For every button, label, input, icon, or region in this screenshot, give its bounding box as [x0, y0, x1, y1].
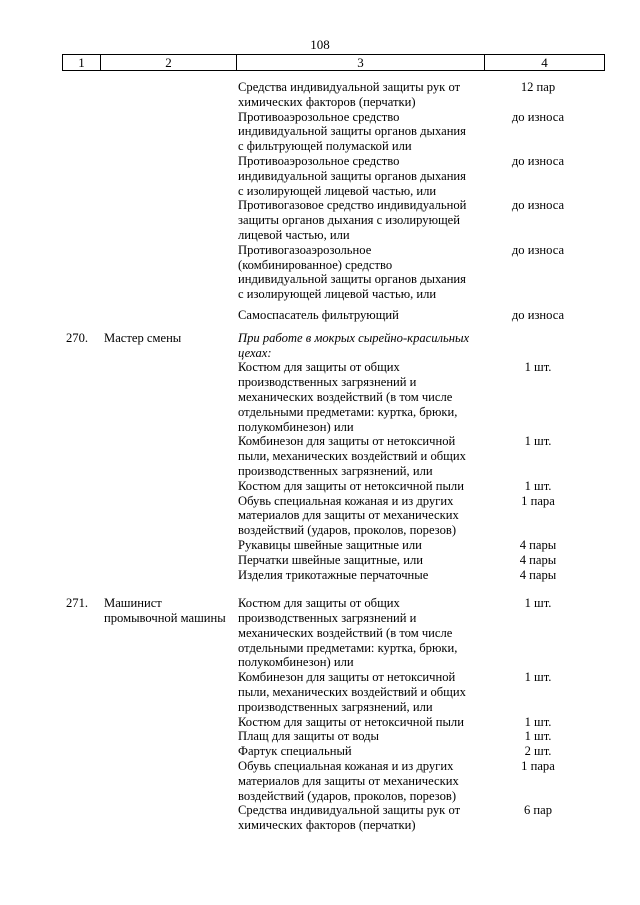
- table-row: [0, 494, 640, 538]
- item-qty: 1 шт.: [524, 434, 552, 449]
- item-qty: до износа: [511, 153, 565, 168]
- table-row: [0, 759, 640, 803]
- table-row: [0, 553, 640, 568]
- table-row: [0, 729, 640, 744]
- column-header-4: 4: [541, 55, 548, 70]
- table-row: [0, 479, 640, 494]
- item-qty: 1 шт.: [524, 670, 552, 685]
- entry-271: [0, 596, 640, 833]
- item-qty: 2 шт.: [524, 744, 552, 759]
- item-text: Комбинезон для защиты от нетоксичной пыли, механических воздействий и общих производственных загрязнений, или: [238, 670, 466, 714]
- item-qty: до износа: [511, 307, 565, 322]
- table-row: [0, 110, 640, 154]
- table-row: [0, 670, 640, 714]
- item-text: Костюм для защиты от общих производственных загрязнений и механических воздействий (в том числе отдельными предметами: куртка, брюки, полукомбинезон) или: [238, 360, 458, 434]
- item-qty: 6 пар: [523, 803, 553, 818]
- item-text: Противогазовое средство индивидуальной защиты органов дыхания с изолирующей лицевой частью, или: [238, 198, 467, 242]
- item-qty: 4 пары: [519, 552, 557, 567]
- table-row: [0, 80, 640, 110]
- item-text: Изделия трикотажные перчаточные: [238, 567, 429, 582]
- item-qty: 12 пар: [520, 80, 556, 94]
- table-row: [0, 715, 640, 730]
- entry-number: 270.: [66, 330, 89, 345]
- work-condition: При работе в мокрых сырейно-красильных цехах:: [238, 330, 470, 360]
- item-text: Обувь специальная кожаная и из других материалов для защиты от механических воздействий (ударов, проколов, порезов): [238, 759, 459, 803]
- page-number: 108: [310, 37, 330, 52]
- item-qty: 1 шт.: [524, 729, 552, 744]
- item-text: Перчатки швейные защитные, или: [238, 552, 423, 567]
- table-row: [0, 538, 640, 553]
- entry-number: 271.: [66, 596, 89, 611]
- item-text: Противогазоаэрозольное (комбинированное) средство индивидуальной защиты органов дыхания с изолирующей лицевой частью, или: [238, 242, 466, 302]
- profession-name: Машинист промывочной машины: [104, 596, 226, 626]
- item-qty: 1 пара: [521, 759, 555, 774]
- item-text: Обувь специальная кожаная и из других материалов для защиты от механических воздействий (ударов, проколов, порезов): [238, 493, 459, 538]
- column-header-row: [62, 54, 605, 71]
- entry-270: [0, 331, 640, 583]
- item-qty: 1 шт.: [524, 360, 552, 375]
- column-header-3: 3: [237, 55, 485, 70]
- table-row: [0, 154, 640, 198]
- table-body: [0, 80, 640, 833]
- profession-name: Мастер смены: [104, 330, 182, 345]
- table-row: [0, 434, 640, 478]
- table-row: [0, 803, 640, 833]
- column-header-2: 2: [101, 55, 237, 70]
- table-row: [0, 243, 640, 302]
- item-text: Рукавицы швейные защитные или: [238, 537, 422, 552]
- column-header-1: 1: [63, 55, 101, 70]
- item-qty: 1 шт.: [524, 596, 552, 611]
- item-qty: 4 пары: [519, 537, 557, 552]
- table-row: [0, 568, 640, 583]
- item-qty: 1 шт.: [524, 478, 552, 493]
- table-row: [0, 360, 640, 434]
- table-row: [0, 302, 640, 323]
- item-text: Противоаэрозольное средство индивидуальной защиты органов дыхания с фильтрующей полумаской или: [238, 109, 466, 154]
- item-qty: до износа: [511, 242, 565, 257]
- item-text: Плащ для защиты от воды: [238, 729, 380, 744]
- item-text: Комбинезон для защиты от нетоксичной пыли, механических воздействий и общих производственных загрязнений, или: [238, 434, 466, 478]
- item-text: Противоаэрозольное средство индивидуальной защиты органов дыхания с изолирующей лицевой частью, или: [238, 153, 466, 198]
- item-text: Костюм для защиты от общих производственных загрязнений и механических воздействий (в том числе отдельными предметами: куртка, брюки, полукомбинезон) или: [238, 596, 458, 670]
- continuation-block: [0, 80, 640, 323]
- item-qty: до износа: [511, 198, 565, 213]
- item-text: Самоспасатель фильтрующий: [238, 307, 399, 322]
- item-qty: 1 пара: [521, 493, 555, 508]
- item-text: Фартук специальный: [238, 744, 352, 759]
- item-text: Средства индивидуальной защиты рук от химических факторов (перчатки): [238, 803, 461, 833]
- item-text: Средства индивидуальной защиты рук от химических факторов (перчатки): [238, 80, 461, 109]
- table-row: [0, 198, 640, 242]
- table-row: [0, 596, 640, 670]
- item-qty: 1 шт.: [524, 714, 552, 729]
- item-text: Костюм для защиты от нетоксичной пыли: [238, 478, 464, 493]
- table-row: [0, 744, 640, 759]
- item-qty: до износа: [511, 109, 565, 124]
- item-qty: 4 пары: [519, 567, 557, 582]
- item-text: Костюм для защиты от нетоксичной пыли: [238, 714, 464, 729]
